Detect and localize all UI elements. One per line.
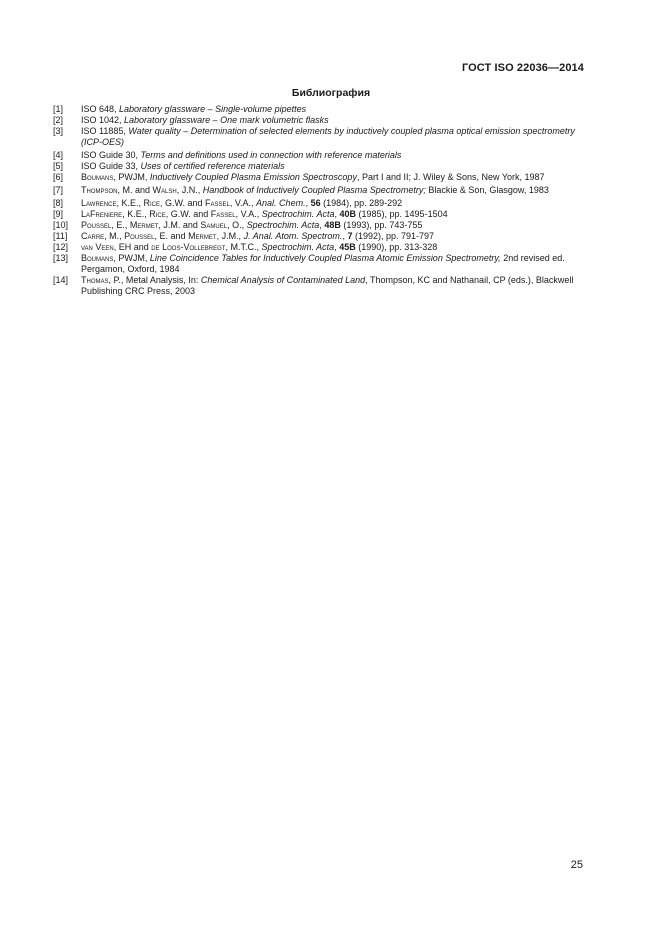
bibliography-text-fragment: Carre <box>81 231 105 241</box>
bibliography-entry-number: [12] <box>53 242 69 252</box>
bibliography-text-fragment: Spectrochim. Acta <box>261 209 335 219</box>
bibliography-text-fragment: 56 <box>310 198 321 208</box>
bibliography-text-fragment: 48B <box>324 220 341 230</box>
bibliography-entry-text <box>81 161 598 172</box>
bibliography-entry <box>53 275 598 297</box>
bibliography-entry-number: [9] <box>53 209 64 219</box>
bibliography-text-fragment: Terms and definitions used in connection with reference materials <box>140 150 402 160</box>
bibliography-entry-number: [4] <box>53 150 64 160</box>
bibliography-text-fragment: Poussel <box>124 231 155 241</box>
bibliography-text-fragment: LaFreniere <box>81 209 123 219</box>
bibliography-text-fragment: Lawrence <box>81 198 117 208</box>
bibliography-text-fragment: ISO Guide 33, <box>81 161 141 171</box>
bibliography-text-fragment: (1985), pp. 1495-1504 <box>356 209 448 219</box>
bibliography-entry <box>53 242 598 253</box>
bibliography-text-fragment: Spectrochim. Acta <box>246 220 320 230</box>
bibliography-text-fragment: Walsh <box>152 185 177 195</box>
bibliography-text-fragment: , P., Metal Analysis, In: <box>108 275 201 285</box>
bibliography-entry-number: [7] <box>53 185 64 195</box>
bibliography-text-fragment: Laboratory glassware – One mark volumetric flasks <box>124 115 329 125</box>
page-number: 25 <box>570 859 583 871</box>
bibliography-entry <box>53 115 598 126</box>
bibliography-entry-text <box>81 172 598 183</box>
bibliography-text-fragment: 2nd revised ed. Pergamon, Oxford, 1984 <box>81 253 565 274</box>
bibliography-text-fragment: , M.T.C., <box>225 242 262 252</box>
bibliography-entry-text <box>81 275 598 297</box>
bibliography-text-fragment: Boumans <box>81 172 114 182</box>
bibliography-entry-text <box>81 115 598 126</box>
bibliography-title: Библиография <box>291 87 371 99</box>
bibliography-text-fragment: , <box>334 209 340 219</box>
bibliography-text-fragment: , <box>305 198 311 208</box>
bibliography-text-fragment: , V.A., <box>229 198 257 208</box>
bibliography-text-fragment: , E., <box>111 220 130 230</box>
bibliography-text-fragment: , J.M., <box>216 231 244 241</box>
bibliography-text-fragment: Anal. Chem. <box>256 198 306 208</box>
bibliography-text-fragment: 7 <box>347 231 353 241</box>
bibliography-entry-number: [14] <box>53 275 69 285</box>
bibliography-entry <box>53 126 598 148</box>
bibliography-text-fragment: 40B <box>339 209 357 219</box>
bibliography-text-fragment: J. Anal. Atom. Spectrom. <box>243 231 343 241</box>
bibliography-text-fragment: Blackie & Son, Glasgow, 1983 <box>425 185 549 195</box>
bibliography-text-fragment: Laboratory glassware – Single-volume pipettes <box>119 104 307 114</box>
bibliography-entry <box>53 231 598 242</box>
bibliography-entry <box>53 185 598 196</box>
bibliography-text-fragment: , Part I and II; J. Wiley & Sons, New York, 1987 <box>356 172 545 182</box>
bibliography-text-fragment: Uses of certified reference materials <box>140 161 285 171</box>
bibliography-text-fragment: , <box>319 220 325 230</box>
bibliography-entry <box>53 209 598 220</box>
bibliography-entry-number: [11] <box>53 231 68 241</box>
bibliography-entry-text <box>81 253 598 275</box>
bibliography-text-fragment: Chemical Analysis of Contaminated Land <box>200 275 366 285</box>
bibliography-text-fragment: ISO 11885, <box>81 126 129 136</box>
bibliography-text-fragment: Mermet <box>129 220 159 230</box>
bibliography-text-fragment: Poussel <box>81 220 112 230</box>
bibliography-text-fragment: Handbook of Inductively Coupled Plasma Spectrometry; <box>202 185 426 195</box>
bibliography-text-fragment: , PWJM, <box>113 172 150 182</box>
bibliography-text-fragment: , K.E., <box>122 209 150 219</box>
bibliography-entry-text <box>81 242 598 253</box>
bibliography-text-fragment: ISO 648, <box>81 104 120 114</box>
bibliography-text-fragment: , <box>334 242 340 252</box>
bibliography-entry-number: [5] <box>53 161 64 171</box>
bibliography-entry-text <box>81 126 598 148</box>
bibliography-text-fragment: Mermet <box>188 231 217 241</box>
bibliography-text-fragment: , E. and <box>154 231 189 241</box>
bibliography-text-fragment: Samuel <box>200 220 228 230</box>
bibliography-text-fragment: Rice <box>143 198 160 208</box>
bibliography-text-fragment: van Veen <box>81 242 114 252</box>
bibliography-text-fragment: , <box>342 231 348 241</box>
bibliography-text-fragment: , V.A., <box>235 209 262 219</box>
bibliography-text-fragment: Spectrochim. Acta <box>261 242 335 252</box>
bibliography-text-fragment: (1984), pp. 289-292 <box>320 198 403 208</box>
bibliography-entry <box>53 198 598 209</box>
bibliography-text-fragment: (1990), pp. 313-328 <box>355 242 438 252</box>
bibliography-text-fragment: , O., <box>227 220 247 230</box>
bibliography-text-fragment: ISO 1042, <box>81 115 125 125</box>
bibliography-text-fragment: , PWJM, <box>113 253 150 263</box>
bibliography-text-fragment: ISO Guide 30, <box>81 150 141 160</box>
bibliography-text-fragment: (1992), pp. 791-797 <box>352 231 435 241</box>
bibliography-entry-number: [8] <box>53 198 64 208</box>
bibliography-entry-number: [1] <box>53 104 64 114</box>
bibliography-entry-text <box>81 150 598 161</box>
bibliography-entry-number: [6] <box>53 172 64 182</box>
bibliography-entry-text <box>81 198 598 209</box>
bibliography-text-fragment: , K.E., <box>116 198 144 208</box>
bibliography-entry <box>53 161 598 172</box>
bibliography-entry <box>53 150 598 161</box>
bibliography-text-fragment: , M., <box>104 231 125 241</box>
bibliography-entry <box>53 172 598 183</box>
bibliography-text-fragment: (1993), pp. 743-755 <box>340 220 423 230</box>
bibliography-entry <box>53 104 598 115</box>
bibliography-entry-text <box>81 104 598 115</box>
bibliography-text-fragment: Rice <box>149 209 166 219</box>
bibliography-entry-text <box>81 220 598 231</box>
bibliography-text-fragment: Fassel <box>205 198 230 208</box>
bibliography-entry-text <box>81 209 598 220</box>
bibliography-entry-text <box>81 185 598 196</box>
bibliography-text-fragment: , G.W. and <box>159 198 206 208</box>
bibliography-text-fragment: , J.N., <box>176 185 203 195</box>
document-standard-header: ГОСТ ISO 22036—2014 <box>461 62 584 74</box>
bibliography-text-fragment: , M. and <box>117 185 153 195</box>
bibliography-text-fragment: Boumans <box>81 253 114 263</box>
bibliography-entry-number: [2] <box>53 115 64 125</box>
bibliography-entry-number: [10] <box>53 220 69 230</box>
bibliography-text-fragment: , Thompson, KC and Nathanail, CP (eds.), Blackwell Publishing CRC Press, 2003 <box>81 275 574 296</box>
bibliography-text-fragment: , J.M. and <box>158 220 201 230</box>
bibliography-text-fragment: , EH and <box>113 242 152 252</box>
bibliography-entry-number: [3] <box>53 126 64 136</box>
bibliography-text-fragment: Line Coincidence Tables for Inductively Coupled Plasma Atomic Emission Spectrometry, <box>149 253 501 263</box>
bibliography-entry-number: [13] <box>53 253 69 263</box>
bibliography-text-fragment: Thomas <box>81 275 109 285</box>
bibliography-entry <box>53 220 598 231</box>
bibliography-text-fragment: de Loos-Vollebregt <box>151 242 226 252</box>
bibliography-text-fragment: , G.W. and <box>165 209 211 219</box>
bibliography-text-fragment: 45B <box>339 242 356 252</box>
bibliography-list <box>53 104 598 297</box>
bibliography-text-fragment: Fassel <box>210 209 236 219</box>
bibliography-entry <box>53 253 598 275</box>
bibliography-text-fragment: Thompson <box>81 185 118 195</box>
bibliography-entry-text <box>81 231 598 242</box>
bibliography-text-fragment: Water quality – Determination of selected elements by inductively coupled plasma optical emission spectrometry (ICP-OES) <box>81 126 575 147</box>
bibliography-text-fragment: Inductively Coupled Plasma Emission Spectroscopy <box>149 172 357 182</box>
